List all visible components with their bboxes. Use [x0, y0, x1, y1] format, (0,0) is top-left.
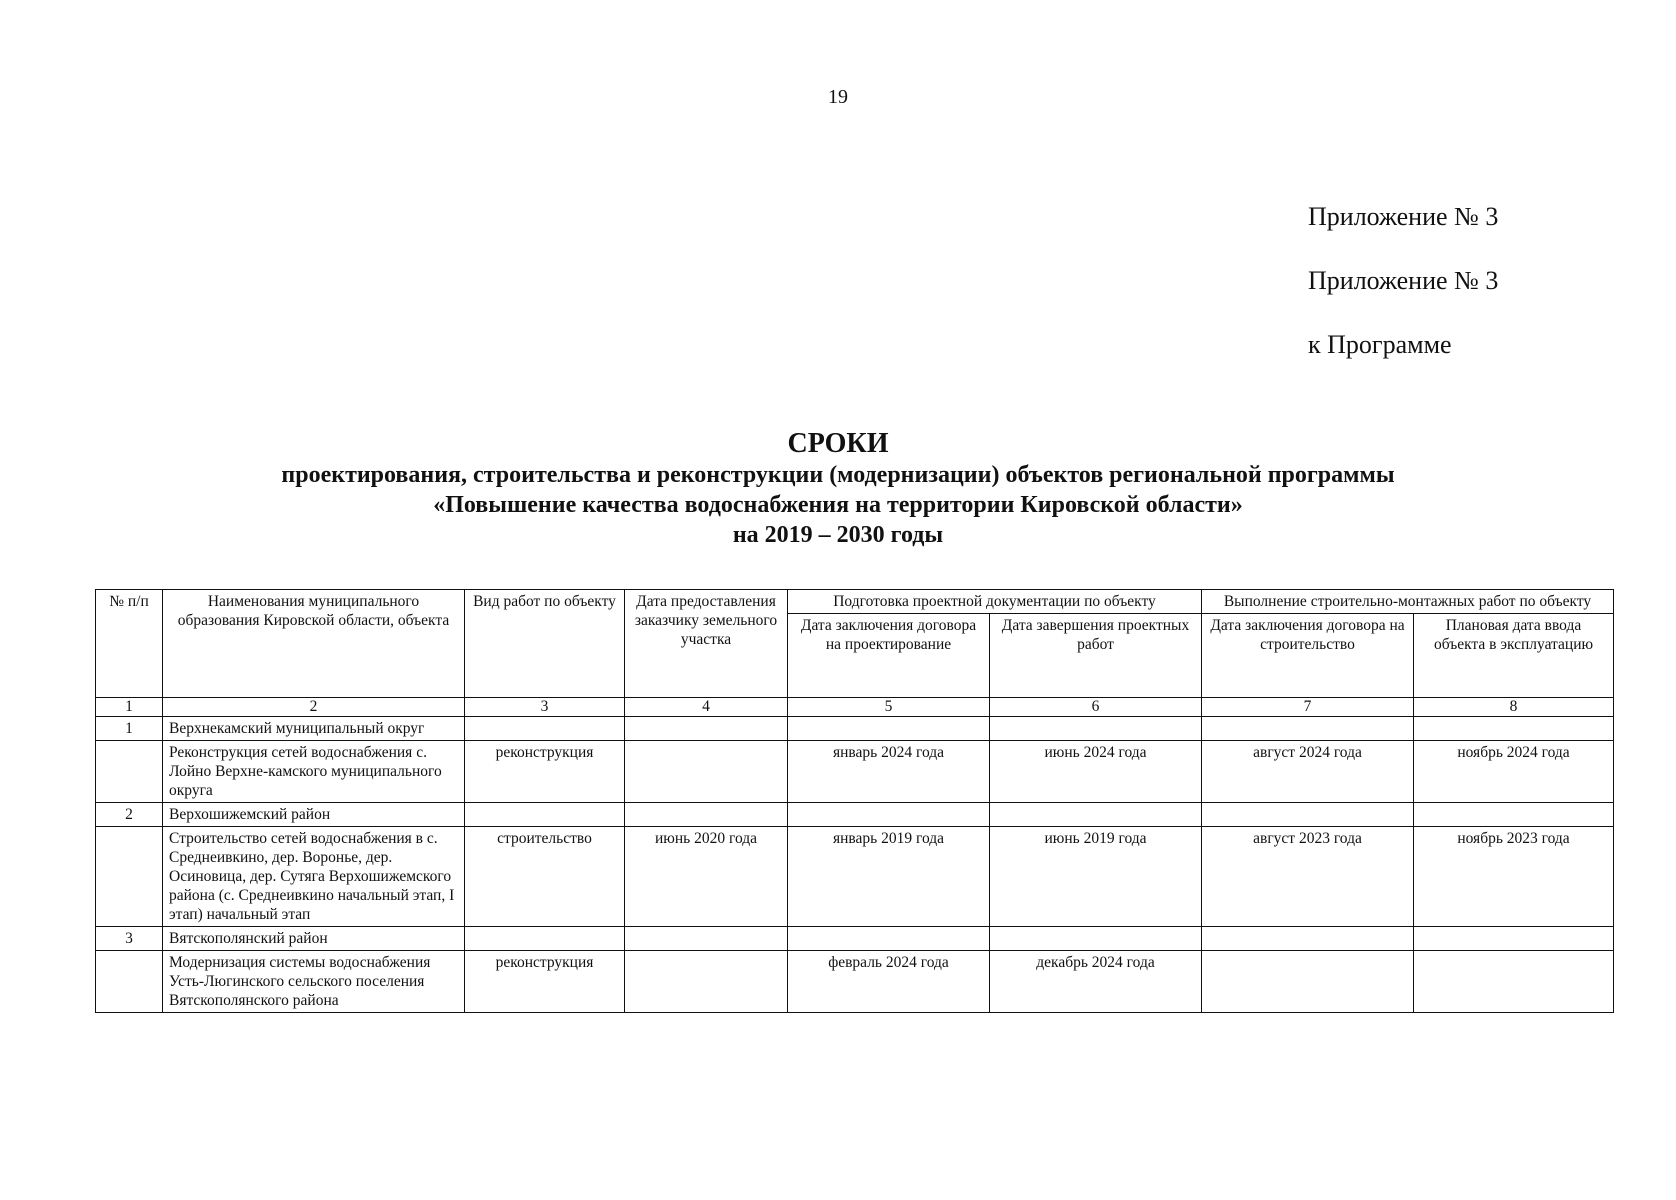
column-number: 1 [96, 698, 163, 717]
appendix-line-1: Приложение № 3 [1308, 202, 1499, 231]
table-row [96, 827, 1614, 927]
row-design-contract: январь 2019 года [788, 827, 990, 927]
row-construction-contract: август 2024 года [1202, 741, 1414, 803]
row-work-type: строительство [465, 827, 625, 927]
table-row [96, 951, 1614, 1013]
row-commissioning [1414, 803, 1614, 827]
row-design-contract: январь 2024 года [788, 741, 990, 803]
row-work-type [465, 803, 625, 827]
column-number: 8 [1414, 698, 1614, 717]
row-work-type [465, 717, 625, 741]
row-design-contract [788, 927, 990, 951]
row-design-finish: июнь 2024 года [990, 741, 1202, 803]
row-commissioning [1414, 951, 1614, 1013]
row-design-finish [990, 717, 1202, 741]
row-commissioning: ноябрь 2023 года [1414, 827, 1614, 927]
row-construction-contract: август 2023 года [1202, 827, 1414, 927]
column-number: 4 [625, 698, 788, 717]
title-line-1: проектирования, строительства и реконструкции (модернизации) объектов региональной программы [281, 462, 1395, 488]
header-construction-contract: Дата заключения договора на строительство [1202, 614, 1414, 698]
row-commissioning [1414, 927, 1614, 951]
column-number-row [96, 698, 1614, 717]
title-line-2: «Повышение качества водоснабжения на территории Кировской области» [433, 492, 1243, 518]
row-num [96, 827, 163, 927]
row-land-date [625, 803, 788, 827]
page-number: 19 [828, 86, 848, 108]
header-work-type: Вид работ по объекту [465, 590, 625, 698]
row-name: Верхнекамский муниципальный округ [163, 717, 465, 741]
row-name: Вятскополянский район [163, 927, 465, 951]
appendix-line-2: Приложение № 3 [1308, 266, 1499, 295]
header-name: Наименования муниципального образования Кировской области, объекта [163, 590, 465, 698]
row-design-contract [788, 717, 990, 741]
schedule-table [95, 589, 1614, 1013]
row-name: Реконструкция сетей водоснабжения с. Лойно Верхне-камского муниципального округа [163, 741, 465, 803]
row-land-date [625, 741, 788, 803]
appendix-line-3: к Программе [1308, 330, 1452, 359]
row-num [96, 741, 163, 803]
row-commissioning [1414, 717, 1614, 741]
row-num [96, 951, 163, 1013]
column-number: 6 [990, 698, 1202, 717]
row-name: Строительство сетей водоснабжения в с. Среднеивкино, дер. Воронье, дер. Осиновица, дер. Сутяга Верхошижемского района (с. Среднеивкино начальный этап, I этап) начальный этап [163, 827, 465, 927]
row-construction-contract [1202, 927, 1414, 951]
table-row [96, 803, 1614, 827]
row-design-finish [990, 803, 1202, 827]
row-work-type: реконструкция [465, 741, 625, 803]
table-row [96, 927, 1614, 951]
table-row [96, 741, 1614, 803]
row-num: 2 [96, 803, 163, 827]
row-land-date [625, 927, 788, 951]
row-num: 3 [96, 927, 163, 951]
header-land-date: Дата предоставления заказчику земельного участка [625, 590, 788, 698]
column-number: 3 [465, 698, 625, 717]
row-name: Верхошижемский район [163, 803, 465, 827]
header-design-finish: Дата завершения проектных работ [990, 614, 1202, 698]
row-land-date [625, 717, 788, 741]
header-num: № п/п [96, 590, 163, 698]
header-design-contract: Дата заключения договора на проектирование [788, 614, 990, 698]
row-design-finish: июнь 2019 года [990, 827, 1202, 927]
row-construction-contract [1202, 951, 1414, 1013]
row-design-contract [788, 803, 990, 827]
table-row [96, 717, 1614, 741]
row-design-finish: декабрь 2024 года [990, 951, 1202, 1013]
title-line-3: на 2019 – 2030 годы [732, 522, 944, 548]
row-name: Модернизация системы водоснабжения Усть-Люгинского сельского поселения Вятскополянского района [163, 951, 465, 1013]
row-construction-contract [1202, 803, 1414, 827]
header-commissioning: Плановая дата ввода объекта в эксплуатацию [1414, 614, 1614, 698]
document-title [0, 428, 1676, 550]
row-design-contract: февраль 2024 года [788, 951, 990, 1013]
row-construction-contract [1202, 717, 1414, 741]
row-design-finish [990, 927, 1202, 951]
row-land-date [625, 951, 788, 1013]
row-num: 1 [96, 717, 163, 741]
column-number: 2 [163, 698, 465, 717]
row-commissioning: ноябрь 2024 года [1414, 741, 1614, 803]
row-work-type [465, 927, 625, 951]
title-heading: СРОКИ [787, 428, 889, 459]
row-land-date: июнь 2020 года [625, 827, 788, 927]
header-construction-group: Выполнение строительно-монтажных работ по объекту [1202, 590, 1614, 614]
column-number: 7 [1202, 698, 1414, 717]
row-work-type: реконструкция [465, 951, 625, 1013]
header-design-group: Подготовка проектной документации по объекту [788, 590, 1202, 614]
column-number: 5 [788, 698, 990, 717]
